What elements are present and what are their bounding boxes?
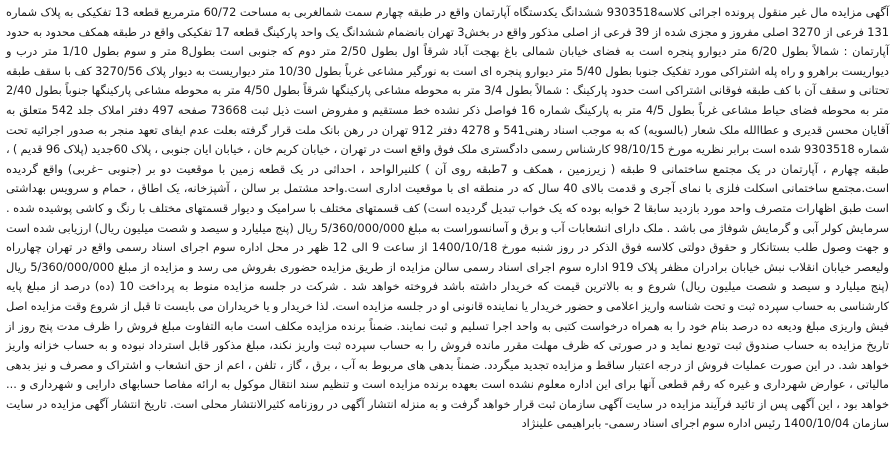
auction-notice-text: آگهی مزایده مال غیر منقول پرونده اجرائی کلاسه9303518 ششدانگ یکدستگاه آپارتمان واقع در طبقه چهارم سمت شمالغربی به مساحت 60/72 مترمربع قطعه 13 تفکیکی به پلاک شماره 131 فرعی از 3270 اصلی مفروز و مجزی شده از 39 فرعی از اصلی مذکور واقع در بخش3 تهران بانضمام ششدانگ یک واحد پارکینگ قطعه 17 تفکیکی واقع در طبقه همکف محدود به حدود آپارتمان : شمالاً بطول 6/20 متر دیوارو پنجره است به فضای خیابان شمالی باغ بهجت آباد شرقاً اول بطول 2/50 متر دوم که جنوبی است بطول8 متر و سوم بطول 1/10 متر درب و دیواریست براهرو و راه پله اشتراکی مورد تفکیک جنوبا بطول 5/40 متر دیوارو پنجره ای است به نورگیر مشاعی غرباً بطول 10/30 متر دیواریست به دیوار پلاک 3270/56 کف با سقف طبقه تحتانی و سقف آن با کف طبقه فوقانی اشتراکی است حدود پارکینگ : شمالاً بطول 3/4 متر به محوطه مشاعی پارکینگها شرقاً بطول 4/50 متر به محوطه مشاعی پارکینگها جنوباً بطول 2/40 متر به محوطه فضای حیاط مشاعی غرباً بطول 4/5 متر به پارکینگ شماره 16 فواصل ذکر نشده خط مستقیم و مفروض است ذیل ثبت 73668 صفحه 497 دفتر املاک جلد 542 متعلق به آقایان محسن قدیری و عطاالله ملک شعار (بالسویه) که به موجب اسناد رهنی541 و 4278 دفتر 912 تهران در رهن بانک ملت قرار گرفته بعلت عدم ایفای تعهد منجر به صدور اجرائیه تحت شماره 9303518 شده است برابر نظریه مورخ 98/10/15 کارشناس رسمی دادگستری ملک فوق واقع است در تهران ، خیابان کریم خان ، خیابان ایان جنوبی ، پلاک 60جدید (پلاک 96 قدیم ) ، طبقه چهارم ، آپارتمان در یک مجتمع ساختمانی 9 طبقه ( زیرزمین ، همکف و 7طبقه روی آن ) کلنیرالواحد ، احداثی در یک قطعه زمین با موقعیت دو بر (جنوبی –غربی) واقع گردیده است.مجتمع ساختمانی اسکلت فلزی با نمای آجری و قدمت بالای 40 سال که در منطقه ای با موقعیت اداری است.واحد مشتمل بر سالن ، آشپزخانه، یک اطاق ، حمام و سرویس بهداشتی است طبق اظهارات متصرف واحد مورد بازدید سابقا 2 خوابه بوده که یک خواب تبدیل گردیده است) کف قسمتهای مختلف با سرامیک و دیوار قسمتهای مختلف با رنگ و کاشی پوشیده شده . سرمایش کولر آبی و گرمایش شوفاژ می باشد . ملک دارای انشعابات آب و برق و آسانسوراست به مبلغ 5/360/000/000 ریال (پنج میلیارد و سیصد و شصت میلیون ریال) ارزیابی شده است و جهت وصول طلب بستانکار و حقوق دولتی کلاسه فوق الذکر در روز شنبه مورخ 1400/10/18 از ساعت 9 الی 12 ظهر در محل اداره سوم اجرای اسناد رسمی واقع در تهران چهارراه ولیعصر خیابان انقلاب نبش خیابان برادران مظفر پلاک 919 اداره سوم اجرای اسناد رسمی سالن مزایده از طریق مزایده حضوری بفروش می رسد و مزایده از مبلغ 5/360/000/000 ریال (پنج میلیارد و سیصد و شصت میلیون ریال) شروع و به بالاترین قیمت که خریدار داشته باشد فروخته خواهد شد . شرکت در جلسه مزایده منوط به پرداخت 10 (ده) درصد از مبلغ پایه کارشناسی به حساب سپرده ثبت و تحت شناسه واریز اعلامی و حضور خریدار یا نماینده قانونی او در جلسه مزایده است. لذا خریدار و یا خریداران می بایست تا قبل از شروع وقت مزایده اصل فیش واریزی مبلغ ودیعه ده درصد بنام خود را به همراه درخواست کتبی به واحد اجرا تسلیم و ثبت نمایند. ضمناً برنده مزایده مکلف است مابه التفاوت مبلغ فروش را ظرف مدت پنج روز از تاریخ مزایده به حساب صندوق ثبت تودیع نماید و در صورتی که ظرف مهلت مقرر مانده فروش را به حساب سپرده ثبت واریز نکند، مبلغ مذکور قابل استرداد نبوده و به حساب خزانه واریز خواهد شد. در این صورت عملیات فروش از درجه اعتبار ساقط و مزایده تجدید میگردد. ضمناً بدهی های مربوط به آب ، برق ، گاز ، تلفن ، اعم از حق انشعاب و اشتراک و مصرف و نیز بدهی مالیاتی ، عوارض شهرداری و غیره که رقم قطعی آنها برای این اداره معلوم نشده است بعهده برنده مزایده است و تنظیم سند انتقال موکول به ارائه مفاصا حسابهای دارایی و شهرداری و ... خواهد بود ، این آگهی پس از تائید فرآیند مزایده در سایت آگهی سازمان ثبت قرار خواهد گرفت و به منزله انتشار آگهی در روزنامه کثیرالانتشار محلی است. تاریخ انتشار آگهی مزایده در سایت سازمان 1400/10/04 رئیس اداره سوم اجرای اسناد رسمی- بابراهیمی علینژاد xyxy=(6,5,889,431)
